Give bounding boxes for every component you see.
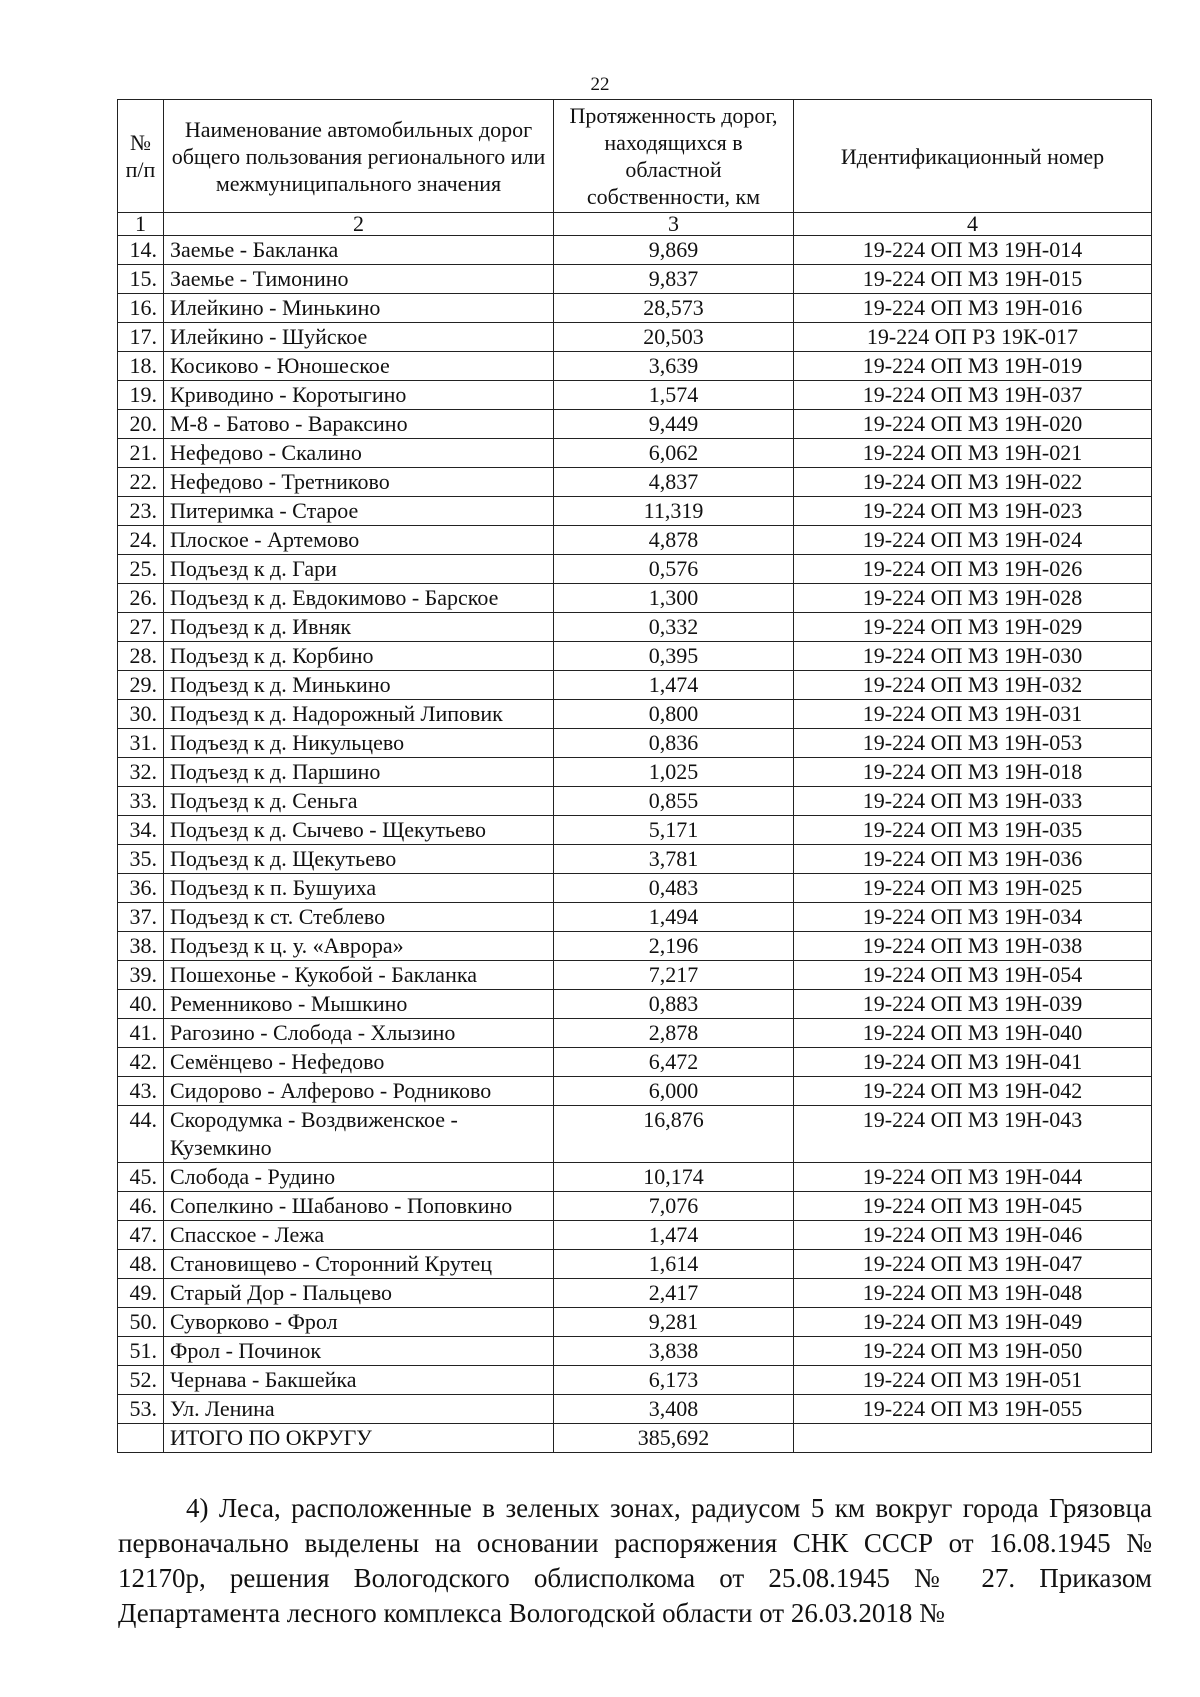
body-paragraph: 4) Леса, расположенные в зеленых зонах, радиусом 5 км вокруг города Грязовца первоначально выделены на основании распоряжения СНК СССР от 16.08.1945 № 12170р, решения Вологодского облисполкома от 25.08.1945 № 27. Приказом Департамента лесного комплекса Вологодской области от 26.03.2018 №: [118, 1493, 1152, 1628]
road-ident: 19-224 ОП МЗ 19Н-031: [794, 700, 1152, 729]
row-number: 45.: [118, 1163, 164, 1192]
road-length: 3,838: [554, 1337, 794, 1366]
table-row: [118, 1019, 1152, 1048]
road-ident: 19-224 ОП МЗ 19Н-020: [794, 410, 1152, 439]
road-name: Сопелкино - Шабаново - Поповкино: [164, 1192, 554, 1221]
column-number: 4: [794, 213, 1152, 236]
road-name: Заемье - Бакланка: [164, 236, 554, 265]
row-number: 15.: [118, 265, 164, 294]
road-ident: 19-224 ОП МЗ 19Н-053: [794, 729, 1152, 758]
road-name: Становищево - Сторонний Крутец: [164, 1250, 554, 1279]
road-length: 1,574: [554, 381, 794, 410]
table-row: [118, 642, 1152, 671]
road-name: Плоское - Артемово: [164, 526, 554, 555]
row-number: 19.: [118, 381, 164, 410]
road-name: Нефедово - Скалино: [164, 439, 554, 468]
road-length: 28,573: [554, 294, 794, 323]
road-ident: 19-224 ОП МЗ 19Н-048: [794, 1279, 1152, 1308]
road-ident: 19-224 ОП МЗ 19Н-047: [794, 1250, 1152, 1279]
table-row: [118, 700, 1152, 729]
road-length: 5,171: [554, 816, 794, 845]
road-name: Семёнцево - Нефедово: [164, 1048, 554, 1077]
road-length: 7,217: [554, 961, 794, 990]
road-name: Сидорово - Алферово - Родниково: [164, 1077, 554, 1106]
road-length: 1,474: [554, 671, 794, 700]
road-length: 10,174: [554, 1163, 794, 1192]
road-length: 0,800: [554, 700, 794, 729]
row-number: 28.: [118, 642, 164, 671]
table-row: [118, 265, 1152, 294]
table-row: [118, 584, 1152, 613]
road-ident: 19-224 ОП МЗ 19Н-042: [794, 1077, 1152, 1106]
road-length: 4,878: [554, 526, 794, 555]
table-row: [118, 1163, 1152, 1192]
table-row: [118, 236, 1152, 265]
table-row: [118, 468, 1152, 497]
road-ident: 19-224 ОП МЗ 19Н-035: [794, 816, 1152, 845]
road-length: 2,196: [554, 932, 794, 961]
row-number: 33.: [118, 787, 164, 816]
road-ident: 19-224 ОП МЗ 19Н-029: [794, 613, 1152, 642]
row-number: 38.: [118, 932, 164, 961]
table-row: [118, 1395, 1152, 1424]
table-row: [118, 1048, 1152, 1077]
road-name: М-8 - Батово - Вараксино: [164, 410, 554, 439]
road-length: 1,300: [554, 584, 794, 613]
road-length: 7,076: [554, 1192, 794, 1221]
row-number: 17.: [118, 323, 164, 352]
table-row: [118, 526, 1152, 555]
row-number: 21.: [118, 439, 164, 468]
road-length: 0,332: [554, 613, 794, 642]
row-number: 46.: [118, 1192, 164, 1221]
road-name: Илейкино - Минькино: [164, 294, 554, 323]
road-length: 16,876: [554, 1106, 794, 1163]
road-ident: 19-224 ОП МЗ 19Н-030: [794, 642, 1152, 671]
road-name: Ул. Ленина: [164, 1395, 554, 1424]
road-length: 0,883: [554, 990, 794, 1019]
road-length: 3,781: [554, 845, 794, 874]
table-row: [118, 1221, 1152, 1250]
road-name: Подъезд к д. Евдокимово - Барское: [164, 584, 554, 613]
road-ident: 19-224 ОП МЗ 19Н-045: [794, 1192, 1152, 1221]
row-number: 18.: [118, 352, 164, 381]
road-name: Старый Дор - Пальцево: [164, 1279, 554, 1308]
row-number: 48.: [118, 1250, 164, 1279]
row-number: 22.: [118, 468, 164, 497]
table-row: [118, 990, 1152, 1019]
table-row: [118, 410, 1152, 439]
column-number: 3: [554, 213, 794, 236]
road-ident: 19-224 ОП МЗ 19Н-028: [794, 584, 1152, 613]
road-ident: 19-224 ОП МЗ 19Н-046: [794, 1221, 1152, 1250]
header-length: Протяженность дорог, находящихся в областной собственности, км: [554, 100, 794, 213]
table-row: [118, 961, 1152, 990]
header-num: № п/п: [118, 100, 164, 213]
road-ident: 19-224 ОП МЗ 19Н-049: [794, 1308, 1152, 1337]
table-row: [118, 671, 1152, 700]
row-number: 35.: [118, 845, 164, 874]
page-number: 22: [590, 74, 610, 95]
road-name: Криводино - Коротыгино: [164, 381, 554, 410]
row-number: 20.: [118, 410, 164, 439]
row-number: 14.: [118, 236, 164, 265]
road-ident: 19-224 ОП МЗ 19Н-022: [794, 468, 1152, 497]
header-name: Наименование автомобильных дорог общего пользования регионального или межмуниципального значения: [164, 100, 554, 213]
row-number: 51.: [118, 1337, 164, 1366]
road-length: 9,837: [554, 265, 794, 294]
road-ident: 19-224 ОП МЗ 19Н-039: [794, 990, 1152, 1019]
road-ident: 19-224 ОП МЗ 19Н-019: [794, 352, 1152, 381]
road-length: 9,281: [554, 1308, 794, 1337]
road-length: 3,639: [554, 352, 794, 381]
row-number: 39.: [118, 961, 164, 990]
table-row: [118, 1337, 1152, 1366]
column-number: 2: [164, 213, 554, 236]
road-length: 11,319: [554, 497, 794, 526]
row-number: 16.: [118, 294, 164, 323]
table-row: [118, 1279, 1152, 1308]
road-ident: 19-224 ОП МЗ 19Н-038: [794, 932, 1152, 961]
road-name: Подъезд к д. Щекутьево: [164, 845, 554, 874]
road-name: Скородумка - Воздвиженское - Куземкино: [164, 1106, 554, 1163]
row-number: 30.: [118, 700, 164, 729]
table-row: [118, 787, 1152, 816]
table-row: [118, 1077, 1152, 1106]
road-length: 9,449: [554, 410, 794, 439]
road-ident: 19-224 ОП МЗ 19Н-054: [794, 961, 1152, 990]
row-number: 50.: [118, 1308, 164, 1337]
road-length: 6,472: [554, 1048, 794, 1077]
table-row: [118, 381, 1152, 410]
road-name: Заемье - Тимонино: [164, 265, 554, 294]
road-length: 0,855: [554, 787, 794, 816]
total-ident: [794, 1424, 1152, 1453]
table-header-row: [118, 100, 1152, 213]
roads-table: [117, 99, 1152, 1453]
road-length: 0,483: [554, 874, 794, 903]
header-ident: Идентификационный номер: [794, 100, 1152, 213]
road-name: Рагозино - Слобода - Хлызино: [164, 1019, 554, 1048]
table-row: [118, 729, 1152, 758]
total-length: 385,692: [554, 1424, 794, 1453]
table-row: [118, 816, 1152, 845]
road-name: Подъезд к д. Паршино: [164, 758, 554, 787]
row-number: 41.: [118, 1019, 164, 1048]
road-ident: 19-224 ОП МЗ 19Н-051: [794, 1366, 1152, 1395]
row-number: 27.: [118, 613, 164, 642]
road-ident: 19-224 ОП РЗ 19К-017: [794, 323, 1152, 352]
road-name: Илейкино - Шуйское: [164, 323, 554, 352]
road-name: Подъезд к ст. Стеблево: [164, 903, 554, 932]
row-number: 24.: [118, 526, 164, 555]
road-length: 9,869: [554, 236, 794, 265]
table-row: [118, 932, 1152, 961]
road-name: Подъезд к д. Надорожный Липовик: [164, 700, 554, 729]
row-number: 42.: [118, 1048, 164, 1077]
road-ident: 19-224 ОП МЗ 19Н-043: [794, 1106, 1152, 1163]
road-length: 0,576: [554, 555, 794, 584]
road-name: Подъезд к д. Никульцево: [164, 729, 554, 758]
table-row: [118, 439, 1152, 468]
road-length: 1,614: [554, 1250, 794, 1279]
road-ident: 19-224 ОП МЗ 19Н-032: [794, 671, 1152, 700]
road-length: 1,025: [554, 758, 794, 787]
road-name: Фрол - Починок: [164, 1337, 554, 1366]
road-name: Подъезд к д. Ивняк: [164, 613, 554, 642]
road-ident: 19-224 ОП МЗ 19Н-050: [794, 1337, 1152, 1366]
road-length: 0,836: [554, 729, 794, 758]
total-row: [118, 1424, 1152, 1453]
road-length: 6,062: [554, 439, 794, 468]
road-name: Чернава - Бакшейка: [164, 1366, 554, 1395]
road-ident: 19-224 ОП МЗ 19Н-023: [794, 497, 1152, 526]
road-length: 6,173: [554, 1366, 794, 1395]
table-row: [118, 903, 1152, 932]
road-name: Спасское - Лежа: [164, 1221, 554, 1250]
row-number: 52.: [118, 1366, 164, 1395]
road-name: Нефедово - Третниково: [164, 468, 554, 497]
table-row: [118, 874, 1152, 903]
road-ident: 19-224 ОП МЗ 19Н-026: [794, 555, 1152, 584]
road-name: Ременниково - Мышкино: [164, 990, 554, 1019]
row-number: 53.: [118, 1395, 164, 1424]
row-number: 43.: [118, 1077, 164, 1106]
road-ident: 19-224 ОП МЗ 19Н-018: [794, 758, 1152, 787]
road-name: Пошехонье - Кукобой - Бакланка: [164, 961, 554, 990]
table-row: [118, 1250, 1152, 1279]
road-name: Подъезд к д. Гари: [164, 555, 554, 584]
road-length: 20,503: [554, 323, 794, 352]
road-length: 2,878: [554, 1019, 794, 1048]
road-name: Подъезд к д. Корбино: [164, 642, 554, 671]
road-ident: 19-224 ОП МЗ 19Н-037: [794, 381, 1152, 410]
road-ident: 19-224 ОП МЗ 19Н-044: [794, 1163, 1152, 1192]
table-row: [118, 613, 1152, 642]
table-row: [118, 555, 1152, 584]
row-number: 36.: [118, 874, 164, 903]
total-num: [118, 1424, 164, 1453]
table-row: [118, 845, 1152, 874]
road-ident: 19-224 ОП МЗ 19Н-041: [794, 1048, 1152, 1077]
row-number: 34.: [118, 816, 164, 845]
road-length: 6,000: [554, 1077, 794, 1106]
road-length: 3,408: [554, 1395, 794, 1424]
row-number: 37.: [118, 903, 164, 932]
column-number: 1: [118, 213, 164, 236]
row-number: 25.: [118, 555, 164, 584]
row-number: 31.: [118, 729, 164, 758]
road-ident: 19-224 ОП МЗ 19Н-025: [794, 874, 1152, 903]
road-length: 4,837: [554, 468, 794, 497]
row-number: 47.: [118, 1221, 164, 1250]
road-ident: 19-224 ОП МЗ 19Н-055: [794, 1395, 1152, 1424]
table-row: [118, 1366, 1152, 1395]
table-row: [118, 497, 1152, 526]
road-ident: 19-224 ОП МЗ 19Н-021: [794, 439, 1152, 468]
table-row: [118, 1106, 1152, 1163]
column-number-row: [118, 213, 1152, 236]
table-row: [118, 758, 1152, 787]
road-length: 1,494: [554, 903, 794, 932]
road-length: 2,417: [554, 1279, 794, 1308]
table-row: [118, 294, 1152, 323]
road-ident: 19-224 ОП МЗ 19Н-015: [794, 265, 1152, 294]
road-ident: 19-224 ОП МЗ 19Н-040: [794, 1019, 1152, 1048]
row-number: 44.: [118, 1106, 164, 1163]
road-name: Суворково - Фрол: [164, 1308, 554, 1337]
row-number: 26.: [118, 584, 164, 613]
total-label: ИТОГО ПО ОКРУГУ: [164, 1424, 554, 1453]
row-number: 49.: [118, 1279, 164, 1308]
road-ident: 19-224 ОП МЗ 19Н-036: [794, 845, 1152, 874]
road-name: Подъезд к д. Минькино: [164, 671, 554, 700]
table-row: [118, 1308, 1152, 1337]
road-rows: [118, 236, 1152, 1424]
road-ident: 19-224 ОП МЗ 19Н-024: [794, 526, 1152, 555]
row-number: 32.: [118, 758, 164, 787]
table-row: [118, 1192, 1152, 1221]
road-name: Подъезд к д. Сеньга: [164, 787, 554, 816]
road-name: Подъезд к п. Бушуиха: [164, 874, 554, 903]
road-ident: 19-224 ОП МЗ 19Н-014: [794, 236, 1152, 265]
table-row: [118, 352, 1152, 381]
road-ident: 19-224 ОП МЗ 19Н-016: [794, 294, 1152, 323]
road-name: Косиково - Юношеское: [164, 352, 554, 381]
road-length: 1,474: [554, 1221, 794, 1250]
road-length: 0,395: [554, 642, 794, 671]
road-name: Слобода - Рудино: [164, 1163, 554, 1192]
road-ident: 19-224 ОП МЗ 19Н-033: [794, 787, 1152, 816]
row-number: 29.: [118, 671, 164, 700]
row-number: 23.: [118, 497, 164, 526]
road-name: Подъезд к ц. у. «Аврора»: [164, 932, 554, 961]
road-name: Подъезд к д. Сычево - Щекутьево: [164, 816, 554, 845]
road-ident: 19-224 ОП МЗ 19Н-034: [794, 903, 1152, 932]
road-name: Питеримка - Старое: [164, 497, 554, 526]
row-number: 40.: [118, 990, 164, 1019]
table-row: [118, 323, 1152, 352]
